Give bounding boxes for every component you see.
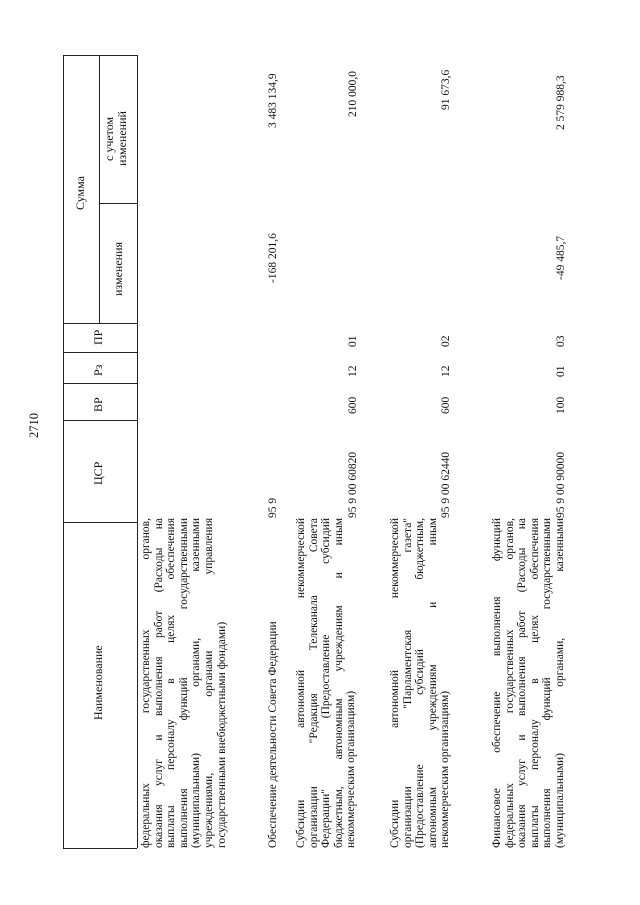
row-5-name-line: Финансовое обеспечение выполнения функций (491, 518, 503, 848)
row-2-csr: 95 9 (267, 497, 279, 518)
row-4-name (389, 518, 452, 848)
row-3-rz: 12 (347, 365, 359, 377)
row-5-vr: 100 (555, 396, 567, 414)
row-5-name-line: (муниципальными) органами, казенными (553, 518, 566, 848)
header-changes: изменения (111, 241, 125, 296)
header-vr: ВР (91, 397, 105, 412)
row-1-name-line: государственными внебюджетными фондами) (215, 621, 228, 848)
row-1-name-line: учреждениями, органами управления (202, 518, 215, 848)
header-rz: Рз (91, 364, 105, 376)
row-1-name-line: (муниципальными) органами, казенными (190, 518, 203, 848)
row-3-total: 210 000,0 (347, 71, 359, 117)
row-5-name-line: оказания услуг и выполнения работ (Расходы на (516, 518, 529, 848)
row-4-name-line: некоммерческим организациям) (439, 690, 452, 848)
row-5-name-line: федеральных государственных органов, (503, 518, 516, 848)
row-2-change: -168 201,6 (267, 233, 279, 283)
col-sep-vr-rz (63, 383, 137, 384)
header-sum: Сумма (73, 176, 87, 210)
row-5-rz: 01 (555, 365, 567, 377)
table-border-left (63, 55, 137, 56)
row-5-change: -49 485,7 (555, 235, 567, 280)
col-sep-pr-sum (63, 323, 137, 324)
row-4-vr: 600 (440, 396, 452, 414)
row-4-rz: 12 (440, 365, 452, 377)
row-4-name-line: организации "Парламентская газета" (401, 518, 414, 848)
col-sep-name-csr (63, 522, 137, 523)
row-3-name-line: Субсидии автономной некоммерческой (295, 518, 307, 848)
row-3-pr: 01 (347, 335, 359, 347)
row-5-pr: 03 (555, 335, 567, 347)
row-3-name-line: некоммерческим организациям) (345, 690, 358, 848)
col-sep-csr-vr (63, 420, 137, 421)
row-2-name (267, 518, 280, 848)
row-5-total: 2 579 988,3 (555, 75, 567, 130)
page-number: 2710 (27, 413, 41, 438)
row-3-vr: 600 (347, 396, 359, 414)
table-border-top (63, 55, 64, 848)
row-4-total: 91 673,6 (440, 69, 452, 110)
col-sep-rz-pr (63, 352, 137, 353)
header-name: Наименование (91, 645, 105, 720)
row-1-name (140, 518, 228, 848)
row-4-name-line: (Предоставление субсидий бюджетным, (414, 518, 427, 848)
row-3-name-line: бюджетным, автономным учреждениям и иным (332, 518, 345, 848)
row-4-pr: 02 (440, 335, 452, 347)
table-border-bottom (137, 55, 138, 848)
row-5-name (491, 518, 567, 848)
header-with-changes-1: с учетом (102, 116, 116, 161)
row-3-name-line: Федерации" (Предоставление субсидий (320, 518, 333, 848)
row-4-name-line: Субсидии автономной некоммерческой (389, 518, 401, 848)
row-5-name-line: выполнения функций государственными (541, 518, 554, 848)
row-4-name-line: автономным учреждениям и иным (426, 518, 439, 848)
col-sep-changes-total (99, 203, 137, 204)
row-3-name-line: организации "Редакция Телеканала Совета (307, 518, 320, 848)
row-3-csr: 95 9 00 60820 (347, 451, 359, 518)
row-1-name-line: выплаты персоналу в целях обеспечения (165, 518, 178, 848)
row-1-name-line: федеральных государственных органов, (140, 518, 152, 848)
row-3-name (295, 518, 358, 848)
header-with-changes-2: изменений (115, 111, 129, 166)
header-csr: ЦСР (91, 461, 105, 485)
row-2-total: 3 483 134,9 (267, 73, 279, 128)
sum-subheader-line (99, 55, 100, 323)
row-2-name-line: Обеспечение деятельности Совета Федерации (267, 621, 279, 848)
header-pr: ПР (91, 329, 105, 345)
row-5-name-line: выплаты персоналу в целях обеспечения (528, 518, 541, 848)
row-1-name-line: оказания услуг и выполнения работ (Расходы на (152, 518, 165, 848)
table-border-right (63, 848, 137, 849)
row-1-name-line: выполнения функций государственными (177, 518, 190, 848)
row-4-csr: 95 9 00 62440 (440, 451, 452, 518)
row-5-csr: 95 9 00 90000 (555, 451, 567, 518)
